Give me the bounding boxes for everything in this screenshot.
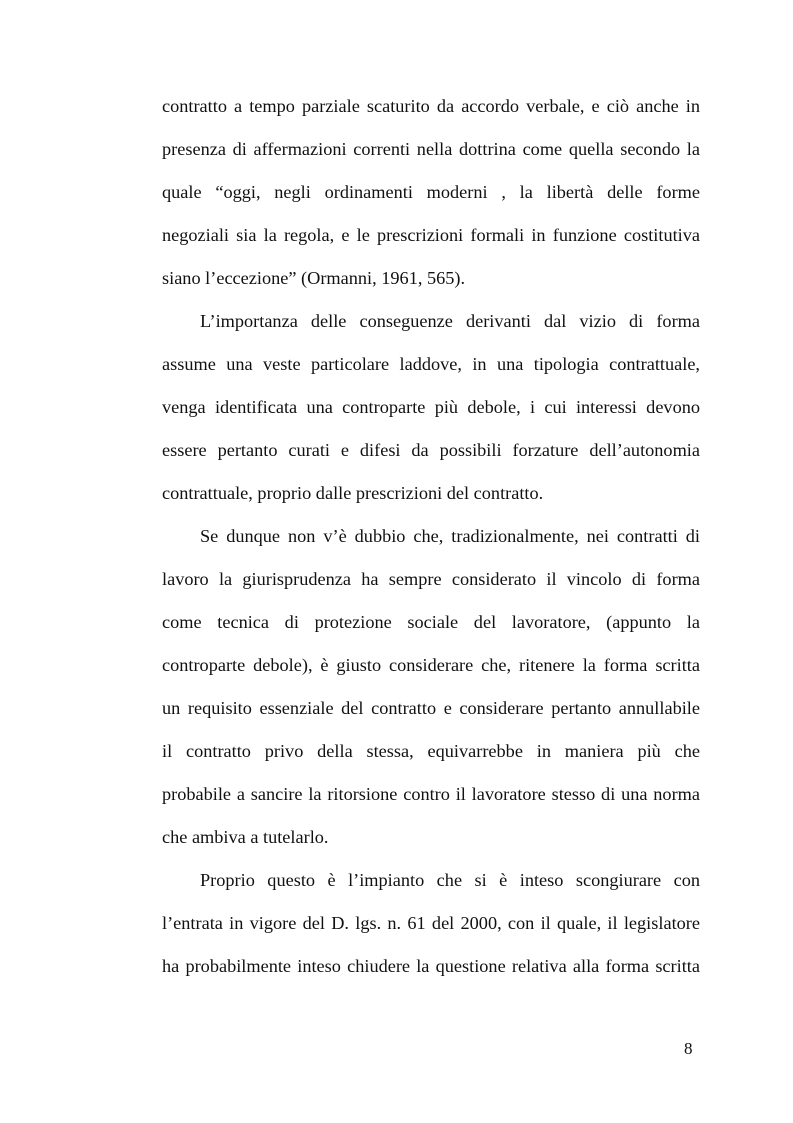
text-line: che ambiva a tutelarlo. (162, 827, 329, 847)
text-line: negoziali sia la regola, e le prescrizioni formali in funzione costitutiva (162, 225, 700, 245)
text-line: Se dunque non v’è dubbio che, tradizionalmente, nei contratti di (200, 526, 700, 546)
text-line: un requisito essenziale del contratto e considerare pertanto annullabile (162, 698, 700, 718)
text-line: contrattuale, proprio dalle prescrizioni del contratto. (162, 483, 544, 503)
body-text (162, 91, 700, 994)
text-line: presenza di affermazioni correnti nella dottrina come quella secondo la (162, 139, 700, 159)
text-line: quale “oggi, negli ordinamenti moderni , la libertà delle forme (162, 182, 700, 202)
text-line: ha probabilmente inteso chiudere la questione relativa alla forma scritta (162, 956, 700, 976)
text-line: venga identificata una controparte più debole, i cui interessi devono (162, 397, 700, 417)
text-line: siano l’eccezione” (Ormanni, 1961, 565). (162, 268, 466, 288)
text-line: lavoro la giurisprudenza ha sempre considerato il vincolo di forma (162, 569, 700, 589)
page-number: 8 (684, 1039, 693, 1058)
text-line: contratto a tempo parziale scaturito da accordo verbale, e ciò anche in (162, 96, 700, 116)
text-line: come tecnica di protezione sociale del lavoratore, (appunto la (162, 612, 700, 632)
text-line: assume una veste particolare laddove, in una tipologia contrattuale, (162, 354, 700, 374)
text-line: probabile a sancire la ritorsione contro il lavoratore stesso di una norma (162, 784, 700, 804)
text-line: essere pertanto curati e difesi da possibili forzature dell’autonomia (162, 440, 700, 460)
text-line: L’importanza delle conseguenze derivanti dal vizio di forma (200, 311, 700, 331)
text-line: Proprio questo è l’impianto che si è inteso scongiurare con (200, 870, 700, 890)
text-line: l’entrata in vigore del D. lgs. n. 61 del 2000, con il quale, il legislatore (162, 913, 700, 933)
text-line: il contratto privo della stessa, equivarrebbe in maniera più che (162, 741, 700, 761)
text-line: controparte debole), è giusto considerare che, ritenere la forma scritta (162, 655, 700, 675)
